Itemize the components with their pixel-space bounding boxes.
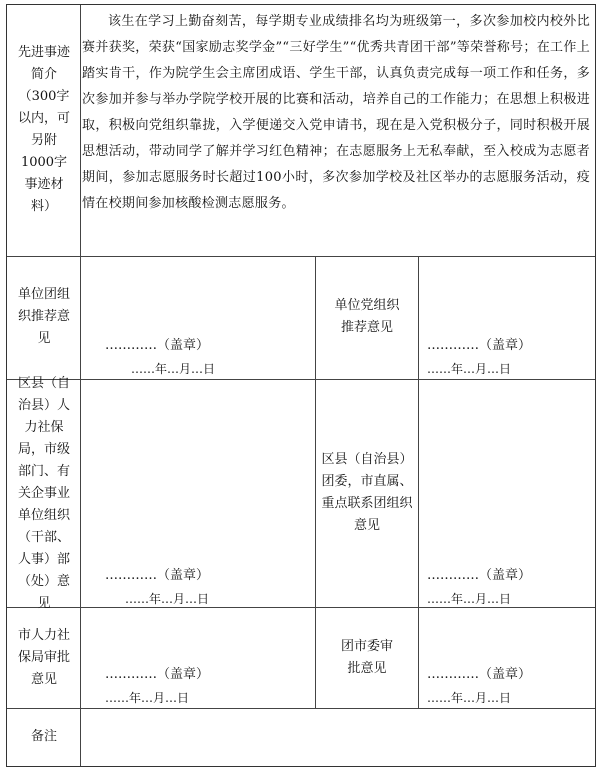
seal-placeholder: …………（盖章）	[427, 667, 532, 682]
seal-placeholder: …………（盖章）	[427, 568, 532, 583]
seal-placeholder: …………（盖章）	[105, 338, 210, 353]
league-unit-label: 单位团组织推荐意见	[17, 287, 70, 346]
seal-placeholder: …………（盖章）	[427, 338, 532, 353]
column-divider	[315, 256, 316, 708]
remarks-field[interactable]	[82, 710, 593, 764]
row-divider	[7, 708, 595, 709]
summary-text: 该生在学习上勤奋刻苦，每学期专业成绩排名均为班级第一，多次参加校内校外比赛并获奖，荣获“国家励志奖学金”“三好学生”“优秀共青团干部”等荣誉称号；在工作上踏实肯干，作为院学生会主席团成语、学生干部，认真负责完成每一项工作和任务，多次参加并参与举办学院学校开展的比赛和活动，培养自己的工作能力；在思想上积极进取，积极向党组织靠拢，入学便递交入党申请书，现在是入党积极分子，同时积极开展思想活动，带动同学了解并学习红色精神；在志愿服务上无私奉献，至入校成为志愿者期间，参加志愿服务时长超过100小时，多次参加学校及社区举办的志愿服务活动，疫情在校期间参加核酸检测志愿服务。	[82, 14, 590, 211]
date-placeholder: ……年…月…日	[427, 362, 512, 376]
hr-city-label: 市人力社保局审批意见	[17, 628, 70, 687]
hr-dept-label: 区县（自治县）人力社保局，市级部门、有关企事业单位组织（干部、人事）部（处）意见	[17, 376, 70, 611]
row-divider	[7, 256, 595, 257]
remarks-label: 备注	[30, 729, 57, 744]
column-divider	[80, 5, 81, 766]
seal-placeholder: …………（盖章）	[105, 568, 210, 583]
league-county-label: 区县（自治县）团委，市直属、重点联系团组织意见	[321, 452, 413, 533]
column-divider	[418, 256, 419, 708]
row-divider	[7, 379, 595, 380]
seal-placeholder: …………（盖章）	[105, 667, 210, 682]
date-placeholder: ……年…月…日	[427, 691, 512, 705]
league-city-label: 团市委审批意见	[340, 639, 393, 676]
date-placeholder: ……年…月…日	[131, 362, 216, 376]
date-placeholder: ……年…月…日	[427, 592, 512, 606]
date-placeholder: ……年…月…日	[105, 691, 190, 705]
party-unit-label: 单位党组织推荐意见	[334, 298, 400, 335]
recommendation-form	[6, 4, 596, 767]
row-divider	[7, 607, 595, 608]
summary-label: 先进事迹简介（300字以内，可另附1000字事迹材料）	[17, 45, 70, 214]
date-placeholder: ……年…月…日	[125, 592, 210, 606]
